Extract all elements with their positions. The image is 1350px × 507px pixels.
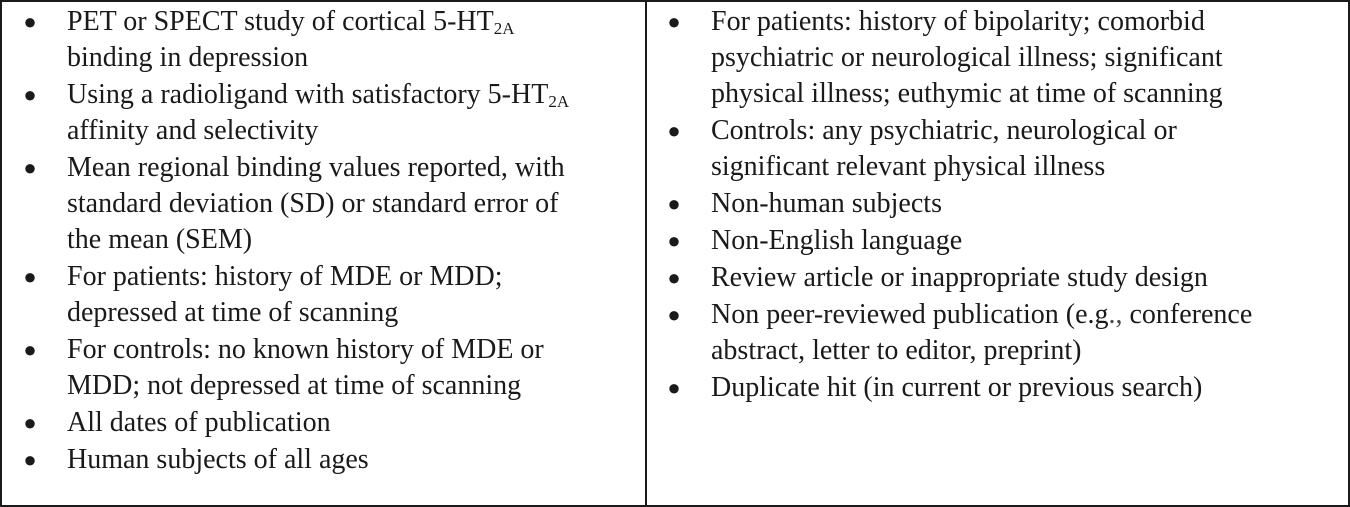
bullet-icon: ● [667,265,681,290]
bullet-icon: ● [23,9,37,34]
bullet-icon: ● [23,447,37,472]
subscript: 2A [493,19,515,38]
inclusion-criteria-column [2,2,647,505]
item-line: For patients: history of MDE or MDD; [67,261,503,292]
item-line: MDD; not depressed at time of scanning [67,370,522,401]
list-item [667,186,1348,222]
bullet-icon: ● [23,155,37,180]
list-item [667,223,1348,259]
bullet-icon: ● [23,337,37,362]
item-line: All dates of publication [67,407,331,438]
item-line: Using a radioligand with satisfactory $5-HT_{2A}$ [67,79,570,111]
item-line: Non peer-reviewed publication (e.g., conference [711,299,1253,330]
item-line: abstract, letter to editor, preprint) [711,335,1082,366]
list-item [667,260,1348,296]
list-item [23,4,645,76]
item-line: affinity and selectivity [67,115,319,146]
item-line: Human subjects of all ages [67,444,369,475]
item-line: psychiatric or neurological illness; significant [711,42,1223,73]
bullet-icon: ● [23,264,37,289]
item-line: Duplicate hit (in current or previous search) [711,372,1203,403]
bullet-icon: ● [667,228,681,253]
item-line: depressed at time of scanning [67,297,399,328]
bullet-icon: ● [667,118,681,143]
exclusion-criteria-list [667,4,1348,407]
list-item [23,405,645,441]
bullet-icon: ● [667,191,681,216]
subscript: 2A [548,92,570,111]
list-item [23,259,645,331]
item-line: Review article or inappropriate study design [711,262,1208,293]
bullet-icon: ● [667,9,681,34]
item-line: PET or SPECT study of cortical $5-HT_{2A}$ [67,6,515,38]
list-item [23,442,645,478]
bullet-icon: ● [667,375,681,400]
bullet-icon: ● [23,410,37,435]
item-line: physical illness; euthymic at time of scanning [711,78,1223,109]
list-item [667,297,1348,369]
list-item [23,77,645,149]
item-line: Mean regional binding values reported, with [67,152,565,183]
item-line: For patients: history of bipolarity; comorbid [711,6,1205,37]
inclusion-criteria-list [23,4,645,479]
item-line: For controls: no known history of MDE or [67,334,544,365]
item-line: significant relevant physical illness [711,151,1106,182]
item-line: the mean (SEM) [67,224,253,255]
item-line: Non-human subjects [711,188,942,219]
item-line: binding in depression [67,42,309,73]
item-line: Non-English language [711,225,963,256]
bullet-icon: ● [667,302,681,327]
list-item [667,4,1348,112]
bullet-icon: ● [23,82,37,107]
list-item [667,370,1348,406]
list-item [667,113,1348,185]
item-line: Controls: any psychiatric, neurological or [711,115,1177,146]
list-item [23,332,645,404]
item-line: standard deviation (SD) or standard error of [67,188,559,219]
exclusion-criteria-column [647,2,1348,505]
list-item [23,150,645,258]
